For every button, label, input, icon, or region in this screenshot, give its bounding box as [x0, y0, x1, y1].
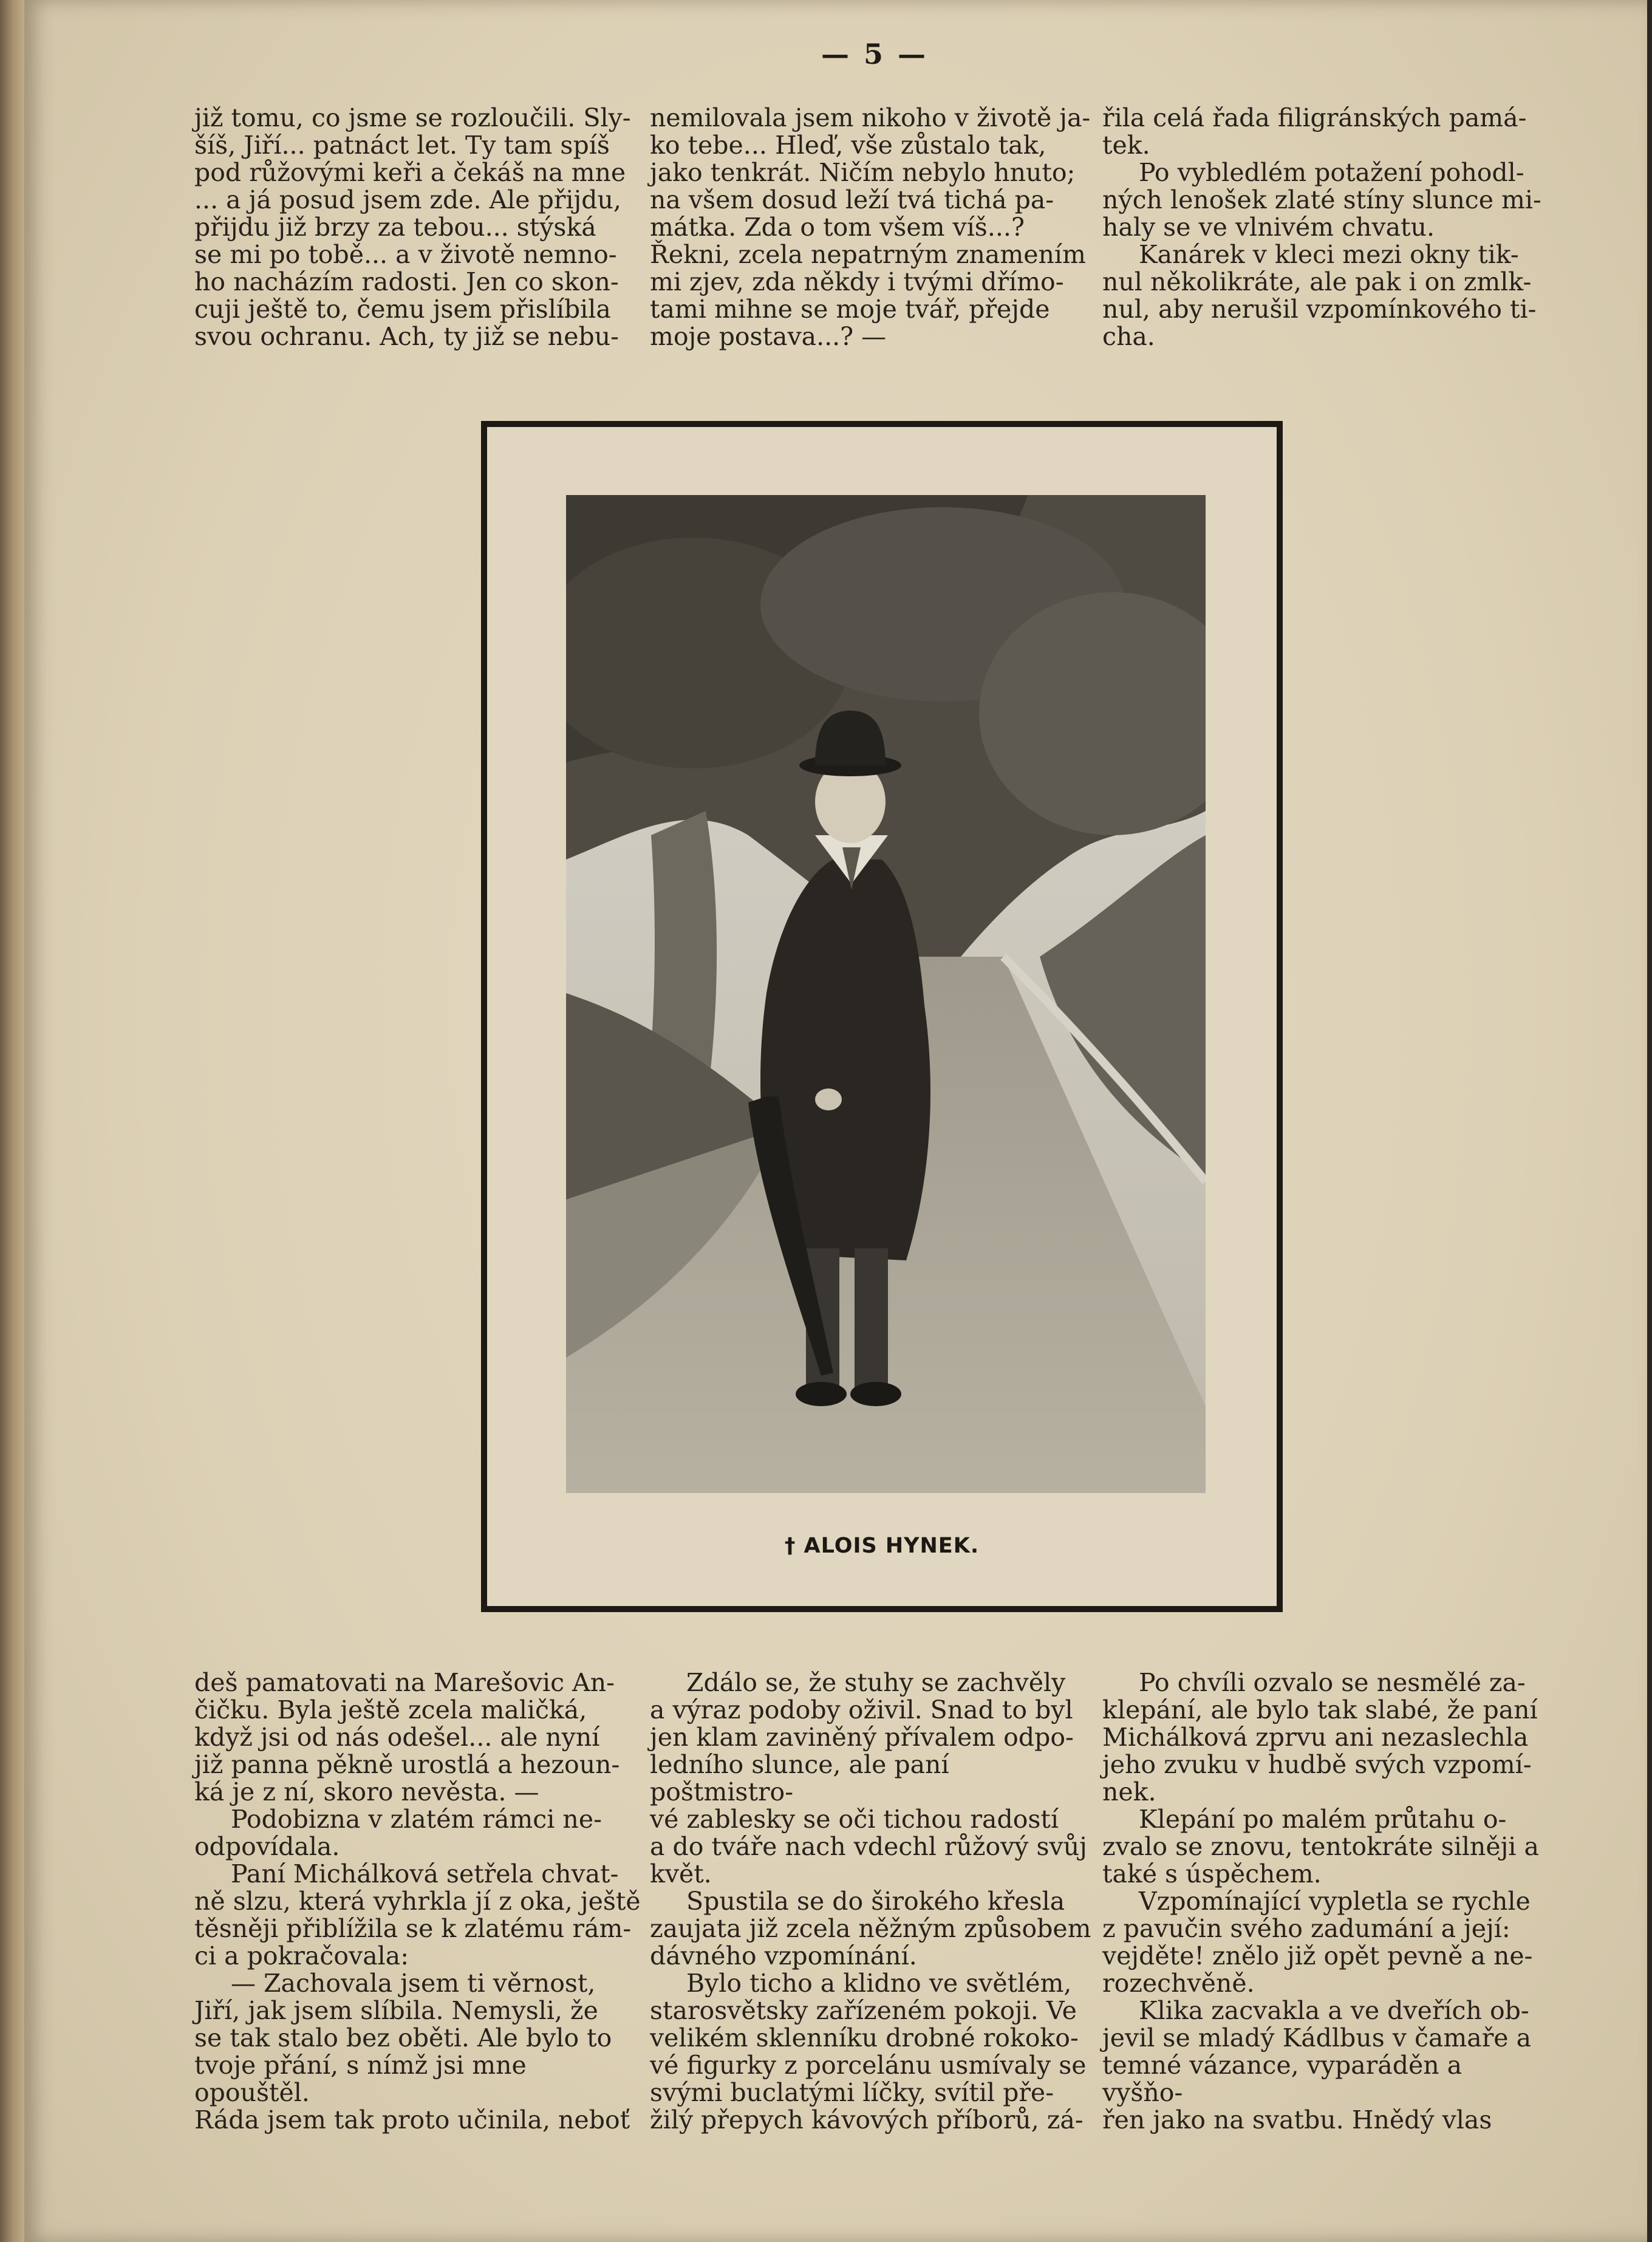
text-line: Klika zacvakla a ve dveřích ob- [1139, 1996, 1529, 2025]
text-line: — Zachovala jsem ti věrnost, [231, 1969, 596, 1998]
text-line: temné vázance, vyparáděn a vyšňo- [1102, 2051, 1463, 2107]
text-line: a do tváře nach vdechl růžový svůj [650, 1832, 1087, 1861]
text-line: mátka. Zda o tom všem víš...? [650, 213, 1025, 242]
text-line: také s úspěchem. [1102, 1859, 1322, 1888]
photo-illustration [566, 495, 1206, 1493]
text-line: již panna pěkně urostlá a hezoun- [194, 1750, 620, 1779]
text-line: Jiří, jak jsem slíbila. Nemysli, že [194, 1996, 598, 2025]
text-line: Bylo ticho a klidno ve světlém, [686, 1969, 1072, 1998]
text-line: zaujata již zcela něžným způsobem [650, 1914, 1091, 1943]
text-line: Po vybledlém potažení pohodl- [1139, 158, 1524, 187]
text-line: řen jako na svatbu. Hnědý vlas [1102, 2105, 1492, 2134]
text-line: dávného vzpomínání. [650, 1941, 917, 1970]
text-line: Michálková zprvu ani nezaslechla [1102, 1723, 1529, 1752]
text-line: cha. [1102, 322, 1155, 351]
text-line: pod růžovými keři a čekáš na mne [194, 158, 626, 187]
text-line: ko tebe... Hleď, vše zůstalo tak, [650, 131, 1046, 160]
text-line: čičku. Byla ještě zcela maličká, [194, 1695, 587, 1724]
text-line: svými buclatými líčky, svítil pře- [650, 2078, 1054, 2107]
text-line: ných lenošek zlaté stíny slunce mi- [1102, 185, 1541, 214]
text-line: haly se ve vlnivém chvatu. [1102, 213, 1435, 242]
text-line: odpovídala. [194, 1832, 340, 1861]
text-line: na všem dosud leží tvá tichá pa- [650, 185, 1054, 214]
text-line: Klepání po malém průtahu o- [1139, 1805, 1507, 1834]
text-line: z pavučin svého zadumání a její: [1102, 1914, 1510, 1943]
text-line: cuji ještě to, čemu jsem přislíbila [194, 295, 611, 324]
bottom-column-3 [1102, 1669, 1549, 2134]
text-line: ledního slunce, ale paní poštmistro- [650, 1750, 949, 1806]
text-line: zvalo se znovu, tentokráte silněji a [1102, 1832, 1539, 1861]
text-line: mi zjev, zda někdy i tvými dřímo- [650, 267, 1064, 296]
text-line: moje postava...? — [650, 322, 887, 351]
text-line: vé figurky z porcelánu usmívaly se [650, 2051, 1087, 2080]
text-line: velikém sklenníku drobné rokoko- [650, 2023, 1079, 2052]
text-line: ci a pokračovala: [194, 1941, 409, 1970]
top-column-2 [650, 104, 1096, 350]
text-line: a výraz podoby oživil. Snad to byl [650, 1695, 1073, 1724]
portrait-caption: † ALOIS HYNEK. [784, 1534, 980, 1558]
text-line: Spustila se do širokého křesla [686, 1887, 1065, 1916]
text-line: tvoje přání, s nímž jsi mne opouštěl. [194, 2051, 527, 2107]
text-line: Vzpomínající vypletla se rychle [1139, 1887, 1531, 1916]
text-line: starosvětsky zařízeném pokoji. Ve [650, 1996, 1077, 2025]
text-line: tami mihne se moje tvář, přejde [650, 295, 1050, 324]
portrait-photo [566, 495, 1206, 1493]
text-line: Kanárek v kleci mezi okny tik- [1139, 240, 1519, 269]
text-line: když jsi od nás odešel... ale nyní [194, 1723, 600, 1752]
text-line: jen klam zaviněný přívalem odpo- [650, 1723, 1074, 1752]
text-line: nul několikráte, ale pak i on zmlk- [1102, 267, 1532, 296]
text-line: přijdu již brzy za tebou... stýská [194, 213, 596, 242]
text-line: řila celá řada filigránských pamá- [1102, 103, 1527, 132]
text-line: květ. [650, 1859, 712, 1888]
text-line: již tomu, co jsme se rozloučili. Sly- [194, 103, 631, 132]
text-line: deš pamatovati na Marešovic An- [194, 1668, 615, 1697]
portrait-frame [481, 421, 1283, 1612]
text-line: nemilovala jsem nikoho v životě ja- [650, 103, 1091, 132]
text-line: nek. [1102, 1777, 1156, 1806]
text-line: šíš, Jiří... patnáct let. Ty tam spíš [194, 131, 610, 160]
text-line: se mi po tobě... a v životě nemno- [194, 240, 617, 269]
magazine-page [24, 0, 1647, 2242]
text-line: tek. [1102, 131, 1150, 160]
text-line: žilý přepych kávových příborů, zá- [650, 2105, 1084, 2134]
text-line: ně slzu, která vyhrkla jí z oka, ještě [194, 1887, 641, 1916]
text-line: Zdálo se, že stuhy se zachvěly [686, 1668, 1066, 1697]
top-column-1 [194, 104, 644, 350]
text-line: Po chvíli ozvalo se nesmělé za- [1139, 1668, 1526, 1697]
text-line: jeho zvuku v hudbě svých vzpomí- [1102, 1750, 1532, 1779]
text-line: Podobizna v zlatém rámci ne- [231, 1805, 602, 1834]
text-line: nul, aby nerušil vzpomínkového ti- [1102, 295, 1537, 324]
text-line: jako tenkrát. Ničím nebylo hnuto; [650, 158, 1076, 187]
text-line: ho nacházím radosti. Jen co skon- [194, 267, 619, 296]
text-line: ká je z ní, skoro nevěsta. — [194, 1777, 539, 1806]
text-line: klepání, ale bylo tak slabé, že paní [1102, 1695, 1538, 1724]
bottom-column-2 [650, 1669, 1096, 2134]
text-line: těsněji přiblížila se k zlatému rám- [194, 1914, 632, 1943]
bottom-column-1 [194, 1669, 644, 2134]
text-line: Paní Michálková setřela chvat- [231, 1859, 619, 1888]
page-number: — 5 — [821, 38, 929, 70]
text-line: vejděte! znělo již opět pevně a ne- [1102, 1941, 1533, 1970]
text-line: svou ochranu. Ach, ty již se nebu- [194, 322, 619, 351]
top-column-3 [1102, 104, 1549, 350]
text-line: vé zablesky se oči tichou radostí [650, 1805, 1059, 1834]
text-line: ... a já posud jsem zde. Ale přijdu, [194, 185, 621, 214]
text-line: rozechvěně. [1102, 1969, 1255, 1998]
text-line: Ráda jsem tak proto učinila, neboť [194, 2105, 630, 2134]
text-line: jevil se mladý Kádlbus v čamaře a [1102, 2023, 1532, 2052]
text-line: Řekni, zcela nepatrným znamením [650, 240, 1086, 269]
text-line: se tak stalo bez oběti. Ale bylo to [194, 2023, 612, 2052]
